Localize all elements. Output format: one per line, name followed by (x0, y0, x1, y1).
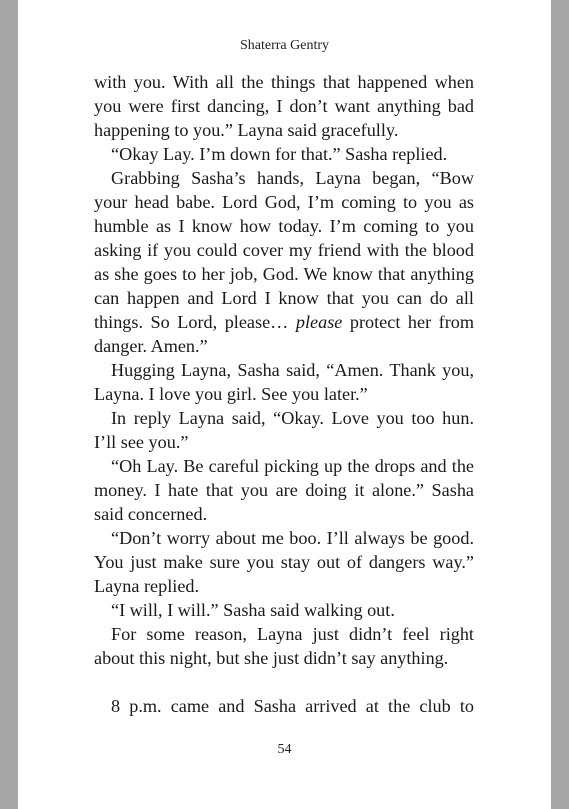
paragraph: For some reason, Layna just didn’t feel right about this night, but she just didn’t say anything. (94, 624, 474, 668)
page-body (94, 70, 474, 718)
paragraph: “I will, I will.” Sasha said walking out. (111, 600, 395, 620)
paragraph: “Oh Lay. Be careful picking up the drops and the money. I hate that you are doing it alone.” Sasha said concerned. (94, 456, 474, 524)
page-number: 54 (277, 742, 292, 757)
running-header: Shaterra Gentry (239, 38, 330, 53)
book-page (18, 0, 551, 809)
paragraph (94, 166, 474, 358)
paragraph: with you. With all the things that happened when you were first dancing, I don’t want anything bad happening to you.” Layna said gracefully. (94, 72, 474, 140)
paragraph: 8 p.m. came and Sasha arrived at the club to (111, 696, 474, 716)
paragraph-text: Grabbing Sasha’s hands, Layna began, “Bow your head babe. Lord God, I’m coming to you as humble as I know how today. I’m coming to you asking if you could cover my friend with the blood as she goes to her job, God. We know that anything can happen and Lord I know that you can do all things. So Lord, please… (94, 168, 474, 332)
paragraph: “Okay Lay. I’m down for that.” Sasha replied. (111, 144, 448, 164)
paragraph: “Don’t worry about me boo. I’ll always be good. You just make sure you stay out of dangers way.” Layna replied. (94, 528, 474, 596)
emphasis-text: please (295, 312, 343, 332)
paragraph: In reply Layna said, “Okay. Love you too hun. I’ll see you.” (94, 408, 474, 452)
paragraph-text: protect her from danger. Amen.” (94, 312, 475, 356)
paragraph: Hugging Layna, Sasha said, “Amen. Thank you, Layna. I love you girl. See you later.” (94, 360, 474, 404)
